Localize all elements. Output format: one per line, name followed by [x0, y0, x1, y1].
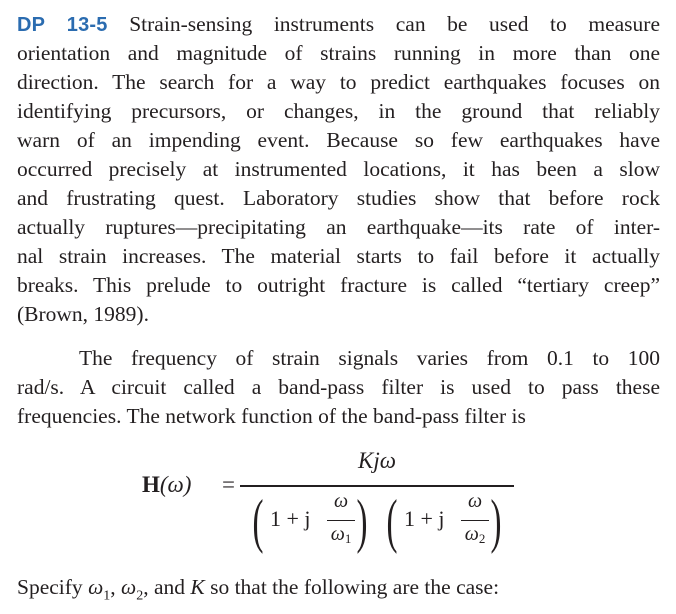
paragraph1-line-7: and frustrating quest. Laboratory studies show that before rock — [17, 186, 660, 210]
paragraph2-line-1-text: The frequency of strain signals varies from 0.1 to 100 — [79, 346, 660, 370]
factor-1-prefix: 1 + j — [270, 506, 311, 531]
denominator-factor-2 — [382, 490, 510, 570]
factor-1-fraction-bar — [327, 520, 355, 521]
paragraph1-line-1 — [17, 10, 660, 40]
factor-2-denominator — [460, 523, 490, 547]
problem-id: DP 13-5 — [17, 14, 108, 36]
paragraph1-line-4: identifying precursors, or changes, in the ground that reliably — [17, 99, 660, 123]
equation-numerator: Kjω — [358, 448, 396, 473]
factor-2-open-paren: ( — [386, 488, 398, 554]
paragraph2-line-3: frequencies. The network function of the band-pass filter is — [17, 404, 526, 428]
paragraph1-line-2: orientation and magnitude of strains running in more than one — [17, 41, 660, 65]
equation-fraction-bar — [240, 485, 514, 487]
paragraph2-line-2: rad/s. A circuit called a band-pass filter is used to pass these — [17, 375, 660, 399]
factor-1-numerator: ω — [333, 490, 349, 512]
network-function-equation — [0, 450, 676, 580]
specify-omega1: ω — [88, 575, 104, 599]
paragraph1-line-11: (Brown, 1989). — [17, 302, 149, 326]
paragraph1-line-8: actually ruptures—precipitating an earthquake—its rate of inter- — [17, 215, 660, 239]
specify-line — [17, 573, 660, 610]
specify-middle: , and — [143, 575, 191, 599]
factor-2-numerator: ω — [467, 490, 483, 512]
paragraph1-line-10: breaks. This prelude to outright fracture is called “tertiary creep” — [17, 273, 660, 297]
factor-2-fraction — [460, 490, 490, 560]
specify-prefix: Specify — [17, 575, 89, 599]
specify-k: K — [190, 575, 205, 599]
equation-denominator — [240, 490, 514, 570]
specify-omega2: ω — [121, 575, 137, 599]
factor-2-close-paren: ) — [490, 488, 502, 554]
paragraph1-line-6: occurred precisely at instrumented locations, it has been a slow — [17, 157, 660, 181]
factor-1-close-paren: ) — [356, 488, 368, 554]
factor-1-denominator-subscript: 1 — [344, 531, 352, 546]
factor-1-open-paren: ( — [252, 488, 264, 554]
denominator-factor-1 — [248, 490, 376, 570]
factor-1-fraction — [326, 490, 356, 560]
specify-separator: , — [110, 575, 121, 599]
paragraph1-line-1-text: Strain-sensing instruments can be used to measure — [129, 12, 660, 36]
specify-omega1-subscript: 1 — [103, 588, 111, 604]
specify-omega2-subscript: 2 — [136, 588, 144, 604]
factor-2-fraction-bar — [461, 520, 489, 521]
equation-lhs — [142, 472, 191, 498]
paragraph2-line-1 — [17, 344, 660, 373]
specify-suffix: so that the following are the case: — [204, 575, 500, 599]
equation-lhs-symbol: H — [142, 472, 160, 497]
factor-1-denominator — [326, 523, 356, 547]
factor-1-denominator-symbol: ω — [330, 523, 345, 545]
factor-2-prefix: 1 + j — [404, 506, 445, 531]
paragraph1-line-9: nal strain increases. The material starts to fail before it actually — [17, 244, 660, 268]
equation-equals: = — [222, 472, 235, 497]
equation-lhs-argument: (ω) — [159, 472, 192, 497]
factor-2-denominator-subscript: 2 — [478, 531, 486, 546]
paragraph1-line-3: direction. The search for a way to predict earthquakes focuses on — [17, 70, 660, 94]
paragraph1-line-5: warn of an impending event. Because so few earthquakes have — [17, 128, 660, 152]
factor-2-denominator-symbol: ω — [464, 523, 479, 545]
